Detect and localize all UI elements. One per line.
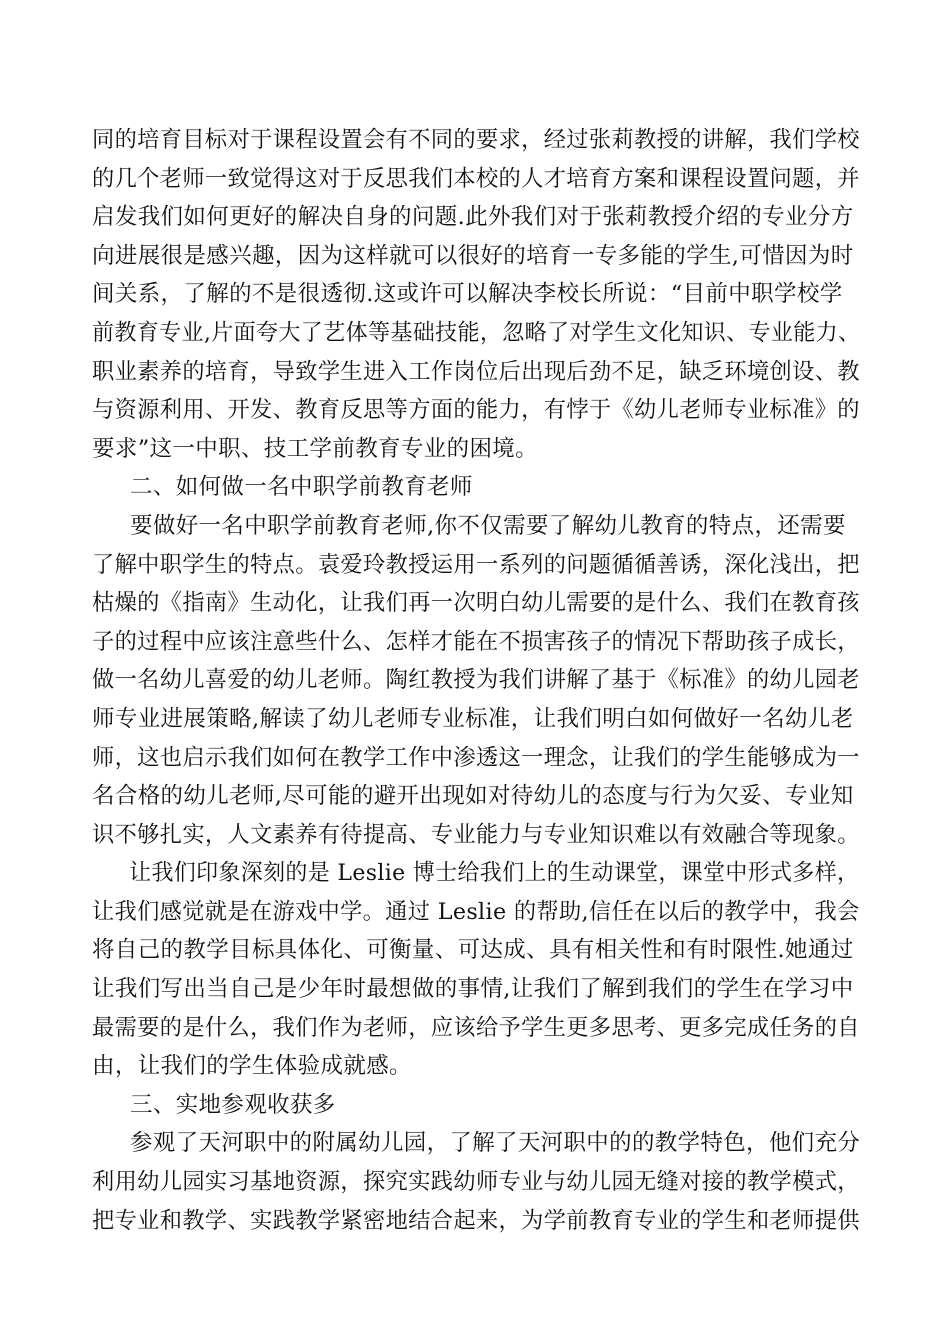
text-line: 启发我们如何更好的解决自身的问题.此外我们对于张莉教授介绍的专业分方 — [92, 204, 854, 231]
text-line: 三、实地参观收获多 — [130, 1091, 336, 1118]
text-line: 同的培育目标对于课程设置会有不同的要求，经过张莉教授的讲解，我们学校 — [92, 127, 860, 153]
text-line: 最需要的是什么，我们作为老师，应该给予学生更多思考、更多完成任务的自 — [92, 1014, 860, 1041]
text-line: 的几个老师一致觉得这对于反思我们本校的人才培育方案和课程设置问题，并 — [92, 165, 860, 192]
text-line: 要做好一名中职学前教育老师,你不仅需要了解幼儿教育的特点，还需要 — [130, 512, 846, 539]
text-line: 师，这也启示我们如何在教学工作中渗透这一理念，让我们的学生能够成为一 — [92, 744, 860, 771]
text-line: 让我们写出当自己是少年时最想做的事情,让我们了解到我们的学生在学习中 — [92, 976, 854, 1003]
document-page — [92, 121, 860, 1240]
text-line: 子的过程中应该注意些什么、怎样才能在不损害孩子的情况下帮助孩子成长， — [92, 628, 860, 655]
text-line: 前教育专业,片面夸大了艺体等基础技能，忽略了对学生文化知识、专业能力、 — [92, 319, 861, 346]
text-line: 了解中职学生的特点。袁爱玲教授运用一系列的问题循循善诱，深化浅出，把 — [92, 551, 860, 578]
text-line: 参观了天河职中的附属幼儿园，了解了天河职中的的教学特色，他们充分 — [129, 1130, 861, 1157]
text-line: 让我们感觉就是在游戏中学。通过 Leslie 的帮助,信任在以后的教学中，我会 — [92, 898, 860, 925]
text-line: 向进展很是感兴趣，因为这样就可以很好的培育一专多能的学生,可惜因为时 — [92, 242, 854, 269]
text-line: 把专业和教学、实践教学紧密地结合起来，为学前教育专业的学生和老师提供 — [92, 1207, 860, 1234]
text-line: 让我们印象深刻的是 Leslie 博士给我们上的生动课堂，课堂中形式多样， — [129, 860, 860, 887]
text-line: 由，让我们的学生体验成就感。 — [92, 1053, 412, 1080]
text-line: 师专业进展策略,解读了幼儿老师专业标准，让我们明白如何做好一名幼儿老 — [92, 705, 854, 732]
text-line: 职业素养的培育，导致学生进入工作岗位后出现后劲不足，缺乏环境创设、教 — [92, 358, 860, 385]
text-line: 将自己的教学目标具体化、可衡量、可达成、具有相关性和有时限性.她通过 — [92, 937, 854, 964]
text-line: 要求”这一中职、技工学前教育专业的困境。 — [92, 435, 539, 462]
text-line: 与资源利用、开发、教育反思等方面的能力，有悖于《幼儿老师专业标准》的 — [92, 397, 860, 424]
text-line: 名合格的幼儿老师,尽可能的避开出现如对待幼儿的态度与行为欠妥、专业知 — [92, 783, 854, 810]
text-line: 枯燥的《指南》生动化，让我们再一次明白幼儿需要的是什么、我们在教育孩 — [92, 590, 860, 617]
text-line: 间关系，了解的不是很透彻.这或许可以解决李校长所说：“目前中职学校学 — [92, 281, 843, 308]
text-line: 做一名幼儿喜爱的幼儿老师。陶红教授为我们讲解了基于《标准》的幼儿园老 — [92, 667, 860, 694]
text-line: 识不够扎实，人文素养有待提高、专业能力与专业知识难以有效融合等现象。 — [92, 821, 860, 848]
text-line: 二、如何做一名中职学前教育老师 — [130, 474, 473, 501]
text-line: 利用幼儿园实习基地资源，探究实践幼师专业与幼儿园无缝对接的教学模式， — [92, 1169, 860, 1196]
